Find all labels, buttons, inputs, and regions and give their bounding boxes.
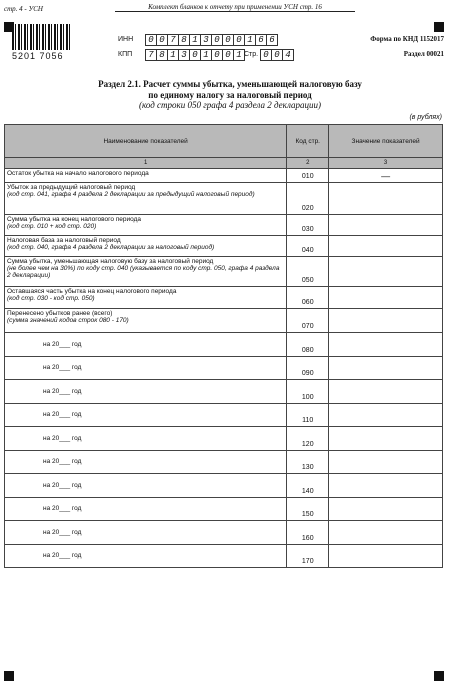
digit-cell[interactable]: 0 [190,49,201,61]
row-code: 060 [287,287,329,309]
table-row [5,356,443,380]
row-subtitle: (код стр. 030 - код стр. 050) [7,295,95,302]
table-row [5,521,443,545]
digit-cell[interactable]: 0 [212,34,223,46]
row-value[interactable] [329,236,443,257]
table-row [5,183,443,215]
row-year-label: на 20___ год [5,356,287,380]
row-title: Перенесено убытков ранее (всего) [7,310,113,317]
section-title-note: (код строки 050 графа 4 раздела 2 декларации) [138,100,322,110]
digit-cell[interactable]: 0 [272,49,283,61]
table-row [5,236,443,257]
row-code: 030 [287,215,329,236]
row-value[interactable] [329,309,443,333]
row-subtitle: (код стр. 010 + код стр. 020) [7,223,97,230]
digit-cell[interactable]: 1 [201,49,212,61]
row-value[interactable] [329,215,443,236]
row-code: 010 [287,169,329,183]
row-year-label: на 20___ год [5,403,287,427]
digit-cell[interactable]: 7 [145,49,157,61]
digit-cell[interactable]: 6 [256,34,267,46]
table-row [5,309,443,333]
digit-cell[interactable]: 3 [201,34,212,46]
row-value[interactable] [329,183,443,215]
header-value: Значение показателей [329,125,443,158]
digit-cell[interactable]: 0 [212,49,223,61]
row-value[interactable] [329,403,443,427]
digit-cell[interactable]: 0 [234,34,245,46]
table-row [5,450,443,474]
digit-cell[interactable]: 8 [157,49,168,61]
corner-marker [434,22,444,32]
row-value[interactable] [329,544,443,568]
section-title-line2: по единому налогу за налоговый период [148,90,312,100]
row-title: Оставшаяся часть убытка на конец налогового периода [7,288,177,295]
row-name [5,236,287,257]
row-code: 050 [287,257,329,287]
row-code: 100 [287,380,329,404]
row-year-label: на 20___ год [5,450,287,474]
row-title: Налоговая база за налоговый период [7,237,121,244]
digit-cell[interactable]: 0 [157,34,168,46]
inn-field [145,34,278,46]
digit-cell[interactable]: 8 [179,34,190,46]
header-line: Комплект бланков к отчету при применении УСН стр. 16 [115,3,355,12]
section-title: Раздел 2.1. Расчет суммы убытка, уменьшающей налоговую базу [98,79,362,89]
row-value[interactable] [329,356,443,380]
row-name [5,257,287,287]
digit-cell[interactable]: 0 [145,34,157,46]
row-name [5,309,287,333]
row-value[interactable] [329,380,443,404]
row-value[interactable] [329,521,443,545]
form-code: Форма по КНД 1152017 [370,35,444,43]
digit-cell[interactable]: 1 [168,49,179,61]
row-value[interactable] [329,287,443,309]
row-value[interactable]: — [329,169,443,183]
table-row [5,380,443,404]
table-row [5,169,443,183]
row-year-label: на 20___ год [5,380,287,404]
row-name [5,215,287,236]
row-title: Остаток убытка на начало налогового периода [7,170,149,177]
row-code: 120 [287,427,329,451]
row-year-label: на 20___ год [5,521,287,545]
corner-marker [434,671,444,681]
col-number: 3 [329,158,443,169]
row-code: 170 [287,544,329,568]
digit-cell[interactable]: 1 [234,49,245,61]
row-name [5,169,287,183]
header-name: Наименование показателей [5,125,287,158]
table-row [5,427,443,451]
row-title: Сумма убытка на конец налогового периода [7,216,142,223]
barcode-number: 5201 7056 [12,51,64,61]
digit-cell[interactable]: 4 [283,49,294,61]
row-subtitle: (код стр. 041, графа 4 раздела 2 декларации за предыдущий налоговый период) [7,191,255,198]
row-year-label: на 20___ год [5,544,287,568]
row-code: 140 [287,474,329,498]
table-row [5,403,443,427]
row-year-label: на 20___ год [5,427,287,451]
table-row [5,333,443,357]
digit-cell[interactable]: 1 [190,34,201,46]
page-number-field [260,49,294,61]
page-label: стр. 4 - УСН [4,5,43,13]
row-year-label: на 20___ год [5,474,287,498]
row-value[interactable] [329,257,443,287]
digit-cell[interactable]: 7 [168,34,179,46]
row-subtitle: (сумма значений кодов строк 080 - 170) [7,317,129,324]
section-code: Раздел 00021 [403,50,444,58]
row-code: 110 [287,403,329,427]
row-code: 130 [287,450,329,474]
row-value[interactable] [329,333,443,357]
digit-cell[interactable]: 0 [223,34,234,46]
digit-cell[interactable]: 1 [245,34,256,46]
row-code: 070 [287,309,329,333]
unit-label: (в рублях) [409,114,442,121]
barcode [12,24,70,50]
row-value[interactable] [329,427,443,451]
corner-marker [4,671,14,681]
digit-cell[interactable]: 0 [223,49,234,61]
row-title: Убыток за предыдущий налоговый период [7,184,136,191]
col-number: 2 [287,158,329,169]
row-name [5,183,287,215]
digit-cell[interactable]: 6 [267,34,278,46]
table-row [5,215,443,236]
row-subtitle: (код стр. 040, графа 4 раздела 2 декларации за налоговый период) [7,244,215,251]
digit-cell[interactable]: 3 [179,49,190,61]
row-year-label: на 20___ год [5,497,287,521]
col-number: 1 [5,158,287,169]
table-row [5,257,443,287]
row-code: 080 [287,333,329,357]
header-code: Код стр. [287,125,329,158]
row-code: 040 [287,236,329,257]
row-code: 160 [287,521,329,545]
row-code: 150 [287,497,329,521]
digit-cell[interactable]: 0 [260,49,272,61]
row-value[interactable] [329,450,443,474]
row-code: 020 [287,183,329,215]
kpp-label: КПП [118,51,133,58]
page-number-label: Стр. [244,51,259,58]
table-row [5,287,443,309]
loss-table [4,124,443,568]
row-title: Сумма убытка, уменьшающая налоговую базу за налоговый период [7,258,214,265]
row-code: 090 [287,356,329,380]
inn-label: ИНН [118,36,134,43]
table-row [5,544,443,568]
row-name [5,287,287,309]
table-row [5,497,443,521]
row-value[interactable] [329,474,443,498]
table-row [5,474,443,498]
row-year-label: на 20___ год [5,333,287,357]
kpp-field [145,49,245,61]
row-subtitle: (не более чем на 30%) по коду стр. 040 (указывается по коду стр. 050, графа 4 раздела 2 декларации) [7,265,280,279]
row-value[interactable] [329,497,443,521]
